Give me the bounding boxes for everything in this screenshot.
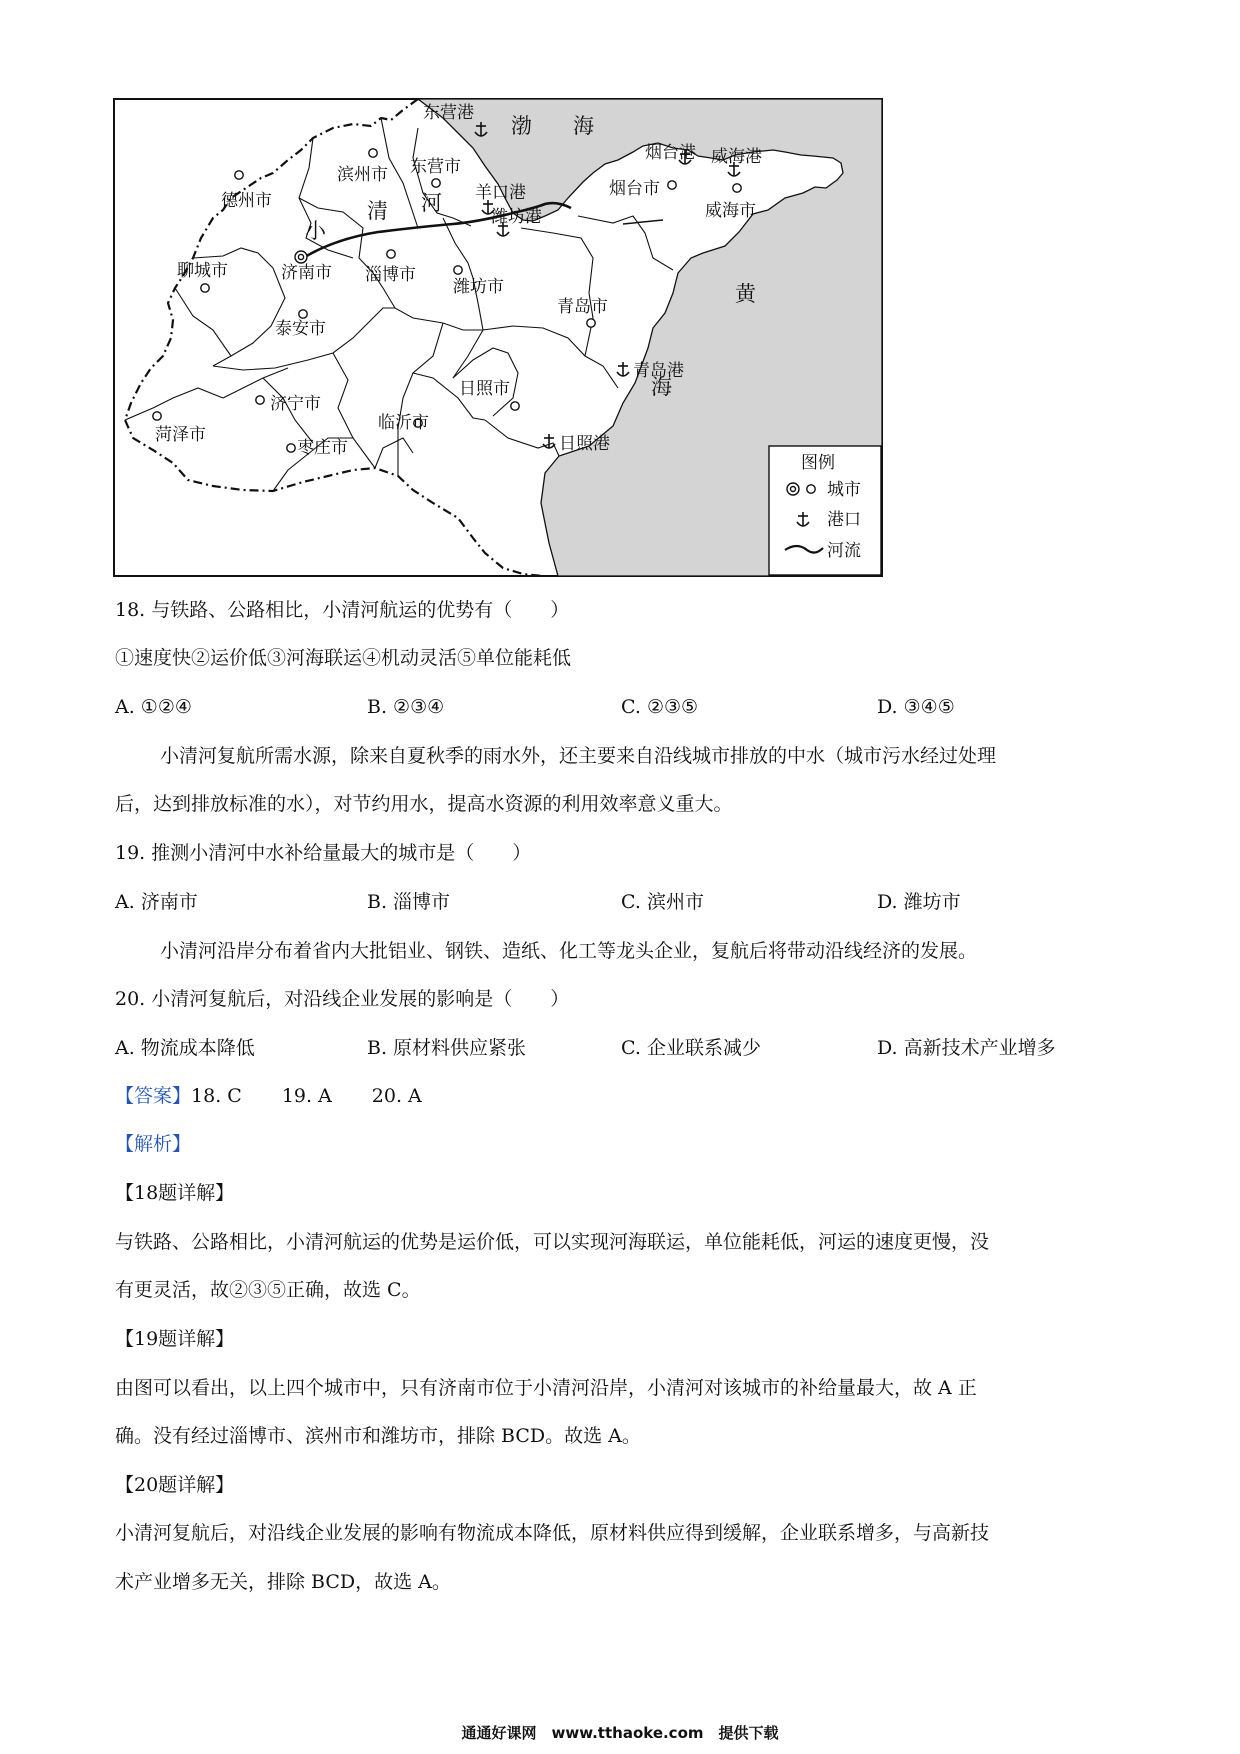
q20-option-c: C. 企业联系减少 xyxy=(621,1037,761,1059)
city-label-heze: 菏泽市 xyxy=(155,425,206,445)
answer-line xyxy=(115,1083,422,1109)
sea-label-huanghai-1: 黄 xyxy=(735,282,756,306)
city-label-jining: 济宁市 xyxy=(270,394,321,414)
detail19-title: 【19题详解】 xyxy=(115,1328,235,1350)
q18-option-b: B. ②③④ xyxy=(367,696,445,718)
q18-stem: 18. 与铁路、公路相比，小清河航运的优势有（ ） xyxy=(115,599,570,621)
detail18-title: 【18题详解】 xyxy=(115,1182,235,1204)
q20-option-a: A. 物流成本降低 xyxy=(115,1037,255,1059)
passage1-line2: 后，达到排放标准的水），对节约用水，提高水资源的利用效率意义重大。 xyxy=(115,793,733,815)
port-label-dongying: 东营港 xyxy=(423,103,474,123)
sea-label-bohai-1: 渤 xyxy=(511,114,532,138)
legend-title: 图例 xyxy=(801,453,835,473)
detail20-line1: 小清河复航后，对沿线企业发展的影响有物流成本降低，原材料供应得到缓解，企业联系增多，与高新技 xyxy=(115,1522,990,1544)
answer-18: 18. C xyxy=(191,1085,242,1107)
legend-port: 港口 xyxy=(827,510,861,530)
river-label-2: 清 xyxy=(367,199,388,223)
city-label-linyi: 临沂市 xyxy=(378,413,429,433)
footer-source: 通通好课网 www.tthaoke.com 提供下载 xyxy=(461,1724,779,1742)
city-label-dongying: 东营市 xyxy=(410,157,461,177)
passage1-line1: 小清河复航所需水源，除来自夏秋季的雨水外，还主要来自沿线城市排放的中水（城市污水经过处理 xyxy=(160,745,997,767)
analysis-label: 【解析】 xyxy=(115,1133,192,1155)
q19-stem: 19. 推测小清河中水补给量最大的城市是（ ） xyxy=(115,842,532,864)
city-label-weihai: 威海市 xyxy=(705,201,756,221)
port-label-weihai: 威海港 xyxy=(711,147,762,167)
city-label-weifang: 潍坊市 xyxy=(453,277,504,297)
q18-option-d: D. ③④⑤ xyxy=(877,696,955,718)
detail18-line1: 与铁路、公路相比，小清河航运的优势是运价低，可以实现河海联运，单位能耗低，河运的速度更慢，没 xyxy=(115,1231,990,1253)
detail20-line2: 术产业增多无关，排除 BCD，故选 A。 xyxy=(115,1571,451,1593)
city-label-qingdao: 青岛市 xyxy=(557,297,608,317)
port-label-rizhao: 日照港 xyxy=(559,434,610,454)
city-label-liaocheng: 聊城市 xyxy=(177,261,228,281)
legend-city: 城市 xyxy=(827,480,861,500)
shandong-map xyxy=(113,98,883,577)
detail19-line2: 确。没有经过淄博市、滨州市和潍坊市，排除 BCD。故选 A。 xyxy=(115,1425,641,1447)
q18-items: ①速度快②运价低③河海联运④机动灵活⑤单位能耗低 xyxy=(115,647,572,669)
city-label-binzhou: 滨州市 xyxy=(337,165,388,185)
port-label-weifang: 潍坊港 xyxy=(491,207,542,227)
city-label-zaozhuang: 枣庄市 xyxy=(297,438,348,458)
sea-label-huanghai-2: 海 xyxy=(651,375,672,399)
river-label-3: 河 xyxy=(421,191,442,215)
sea-label-bohai-2: 海 xyxy=(573,114,594,138)
port-label-qingdao: 青岛港 xyxy=(633,361,684,381)
answer-20: 20. A xyxy=(371,1085,422,1107)
city-label-yantai: 烟台市 xyxy=(609,179,660,199)
river-label-1: 小 xyxy=(305,219,326,243)
q20-option-d: D. 高新技术产业增多 xyxy=(877,1037,1056,1059)
map-legend xyxy=(769,446,881,575)
detail18-line2: 有更灵活，故②③⑤正确，故选 C。 xyxy=(115,1279,421,1301)
answer-label: 【答案】 xyxy=(115,1085,192,1107)
city-label-taian: 泰安市 xyxy=(275,319,326,339)
detail20-title: 【20题详解】 xyxy=(115,1474,235,1496)
q19-option-a: A. 济南市 xyxy=(115,891,198,913)
q20-option-b: B. 原材料供应紧张 xyxy=(367,1037,527,1059)
city-label-rizhao: 日照市 xyxy=(459,379,510,399)
city-label-dezhou: 德州市 xyxy=(221,191,272,211)
legend-river: 河流 xyxy=(827,541,861,561)
city-label-zibo: 淄博市 xyxy=(365,265,416,285)
city-label-jinan: 济南市 xyxy=(281,263,332,283)
answer-19: 19. A xyxy=(281,1085,332,1107)
q18-option-a: A. ①②④ xyxy=(115,696,192,718)
passage2: 小清河沿岸分布着省内大批铝业、钢铁、造纸、化工等龙头企业，复航后将带动沿线经济的发展。 xyxy=(160,940,978,962)
port-label-yantai: 烟台港 xyxy=(645,143,696,163)
q18-option-c: C. ②③⑤ xyxy=(621,696,699,718)
port-label-yangkou: 羊口港 xyxy=(475,183,526,203)
q19-option-b: B. 淄博市 xyxy=(367,891,451,913)
q20-stem: 20. 小清河复航后，对沿线企业发展的影响是（ ） xyxy=(115,988,570,1010)
q19-option-d: D. 潍坊市 xyxy=(877,891,961,913)
q19-option-c: C. 滨州市 xyxy=(621,891,704,913)
detail19-line1: 由图可以看出，以上四个城市中，只有济南市位于小清河沿岸，小清河对该城市的补给量最大，故 A 正 xyxy=(115,1377,977,1399)
city-icon xyxy=(807,485,815,493)
